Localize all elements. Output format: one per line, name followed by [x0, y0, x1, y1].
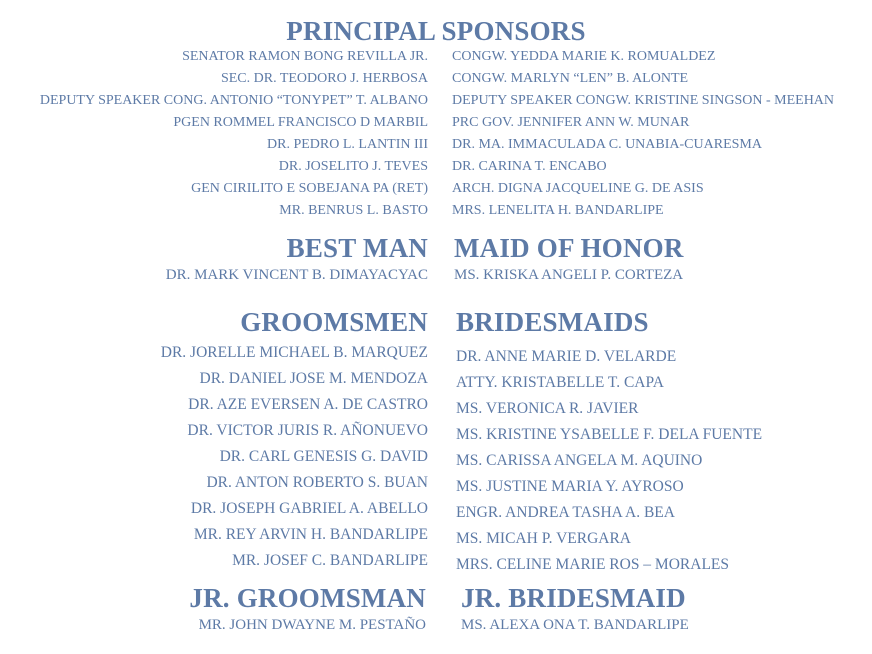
- sponsor-name: GEN CIRILITO E SOBEJANA PA (RET): [191, 181, 428, 196]
- bridesmaids-list: [456, 340, 762, 578]
- sponsor-name: DR. MA. IMMACULADA C. UNABIA-CUARESMA: [452, 137, 762, 152]
- jr-bridesmaid-section: [461, 582, 689, 636]
- groomsman-name: DR. AZE EVERSEN A. DE CASTRO: [188, 396, 428, 413]
- best-man-name: DR. MARK VINCENT B. DIMAYACYAC: [165, 267, 428, 283]
- bridesmaid-name: DR. ANNE MARIE D. VELARDE: [456, 348, 677, 365]
- sponsor-name: CONGW. MARLYN “LEN” B. ALONTE: [452, 71, 689, 86]
- jr-groomsman-heading: JR. GROOMSMAN: [189, 583, 426, 613]
- bridesmaid-name: MRS. CELINE MARIE ROS – MORALES: [456, 556, 729, 573]
- best-man-section: [166, 232, 428, 286]
- groomsman-name: DR. VICTOR JURIS R. AÑONUEVO: [187, 422, 428, 439]
- jr-groomsman-name: MR. JOHN DWAYNE M. PESTAÑO: [198, 617, 426, 633]
- sponsor-name: DR. JOSELITO J. TEVES: [278, 159, 428, 174]
- maid-of-honor-section: [454, 232, 684, 286]
- groomsman-name: DR. JORELLE MICHAEL B. MARQUEZ: [160, 344, 428, 361]
- sponsor-name: SEC. DR. TEODORO J. HERBOSA: [220, 71, 428, 86]
- groomsmen-heading: GROOMSMEN: [240, 307, 428, 337]
- sponsor-name: DR. CARINA T. ENCABO: [452, 159, 607, 174]
- sponsor-name: DR. PEDRO L. LANTIN III: [267, 137, 428, 152]
- groomsman-name: DR. JOSEPH GABRIEL A. ABELLO: [190, 500, 428, 517]
- jr-groomsman-section: [189, 582, 426, 636]
- sponsor-name: MRS. LENELITA H. BANDARLIPE: [452, 203, 664, 218]
- sponsor-name: DEPUTY SPEAKER CONG. ANTONIO “TONYPET” T. ALBANO: [39, 93, 428, 108]
- sponsor-name: CONGW. YEDDA MARIE K. ROMUALDEZ: [452, 49, 716, 64]
- maid-of-honor-name: MS. KRISKA ANGELI P. CORTEZA: [454, 267, 684, 283]
- groomsman-name: DR. DANIEL JOSE M. MENDOZA: [199, 370, 428, 387]
- groomsman-name: DR. ANTON ROBERTO S. BUAN: [206, 474, 428, 491]
- bridesmaids-heading: BRIDESMAIDS: [456, 307, 649, 337]
- principal-sponsors-title: PRINCIPAL SPONSORS: [286, 16, 586, 46]
- groomsman-name: MR. JOSEF C. BANDARLIPE: [232, 552, 428, 569]
- principal-sponsors-right-list: [452, 46, 834, 222]
- bridesmaid-name: MS. CARISSA ANGELA M. AQUINO: [456, 452, 703, 469]
- bridesmaid-name: MS. JUSTINE MARIA Y. AYROSO: [456, 478, 684, 495]
- bridesmaid-name: MS. VERONICA R. JAVIER: [456, 400, 639, 417]
- sponsor-name: SENATOR RAMON BONG REVILLA JR.: [182, 49, 428, 64]
- sponsor-name: MR. BENRUS L. BASTO: [279, 203, 428, 218]
- bridesmaid-name: ENGR. ANDREA TASHA A. BEA: [456, 504, 675, 521]
- bridesmaid-name: MS. KRISTINE YSABELLE F. DELA FUENTE: [456, 426, 763, 443]
- bridesmaid-name: MS. MICAH P. VERGARA: [456, 530, 631, 547]
- sponsor-name: PGEN ROMMEL FRANCISCO D MARBIL: [173, 115, 428, 130]
- jr-bridesmaid-heading: JR. BRIDESMAID: [461, 583, 686, 613]
- groomsmen-section: [161, 306, 428, 574]
- groomsman-name: DR. CARL GENESIS G. DAVID: [219, 448, 428, 465]
- maid-of-honor-heading: MAID OF HONOR: [454, 233, 684, 263]
- principal-sponsors-left-list: [40, 46, 428, 222]
- groomsman-name: MR. REY ARVIN H. BANDARLIPE: [193, 526, 428, 543]
- groomsmen-list: [161, 340, 428, 574]
- sponsor-name: PRC GOV. JENNIFER ANN W. MUNAR: [452, 115, 690, 130]
- sponsor-name: DEPUTY SPEAKER CONGW. KRISTINE SINGSON - MEEHAN: [452, 93, 835, 108]
- bridesmaid-name: ATTY. KRISTABELLE T. CAPA: [456, 374, 664, 391]
- bridesmaids-section: [456, 306, 762, 578]
- jr-bridesmaid-name: MS. ALEXA ONA T. BANDARLIPE: [461, 617, 689, 633]
- sponsor-name: ARCH. DIGNA JACQUELINE G. DE ASIS: [452, 181, 704, 196]
- best-man-heading: BEST MAN: [286, 233, 428, 263]
